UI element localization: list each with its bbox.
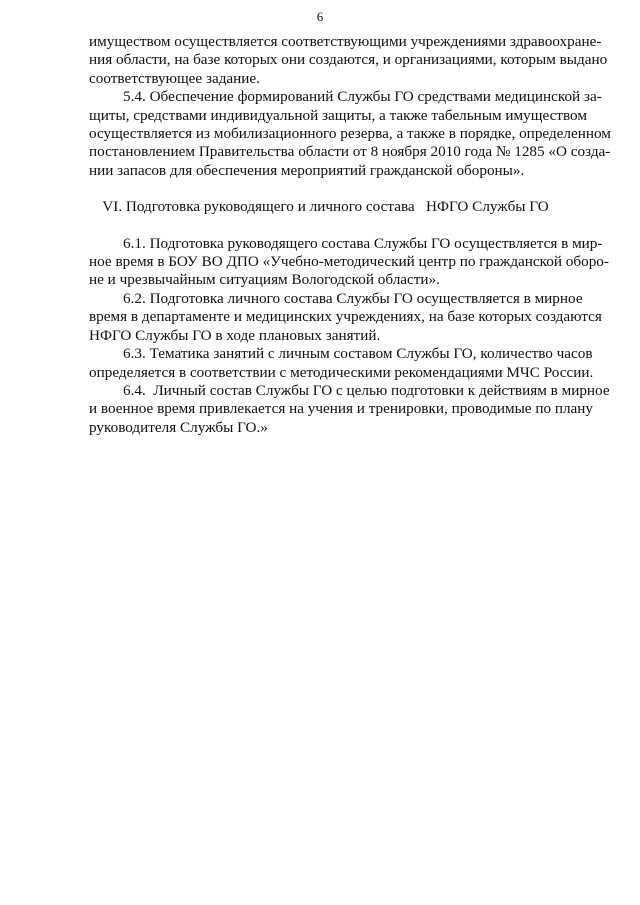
text-line: постановлением Правительства области от 8 ноября 2010 года № 1285 «О созда- — [89, 143, 611, 161]
text-line: 6.3. Тематика занятий с личным составом Службы ГО, количество часов — [123, 345, 593, 363]
text-line: 6.4. Личный состав Службы ГО с целью подготовки к действиям в мирное — [123, 381, 610, 399]
page-number: 6 — [316, 9, 324, 24]
text-line: определяется в соответствии с методическими рекомендациями МЧС России. — [89, 363, 594, 381]
text-line: и военное время привлекается на учения и тренировки, проводимые по плану — [89, 400, 594, 418]
paragraph-6-4 — [89, 381, 610, 437]
text-line: 6.1. Подготовка руководящего состава Службы ГО осуществляется в мир- — [123, 234, 603, 252]
text-line: осуществляется из мобилизационного резерва, а также в порядке, определенном — [89, 125, 611, 143]
paragraph-continued — [89, 33, 608, 88]
text-line: соответствующее задание. — [89, 69, 260, 87]
paragraph-6-3 — [89, 345, 594, 382]
paragraph-6-2 — [89, 289, 602, 345]
text-line: ное время в БОУ ВО ДПО «Учебно-методический центр по гражданской оборо- — [89, 253, 609, 271]
text-line: время в департаменте и медицинских учреждениях, на базе которых создаются — [89, 308, 602, 326]
text-line: 6.2. Подготовка личного состава Службы ГО осуществляется в мирное — [123, 289, 583, 307]
text-line: нии запасов для обеспечения мероприятий гражданской обороны». — [89, 161, 525, 179]
paragraph-5-4 — [89, 88, 611, 180]
paragraph-6-1 — [89, 234, 609, 290]
text-line: не и чрезвычайным ситуациям Вологодской области». — [89, 271, 440, 289]
text-line: ния области, на базе которых они создаются, и организациями, которым выдано — [89, 51, 608, 69]
text-line: имуществом осуществляется соответствующими учреждениями здравоохране- — [89, 33, 602, 50]
text-line: 5.4. Обеспечение формирований Службы ГО средствами медицинской за- — [123, 88, 602, 106]
section-title: VI. Подготовка руководящего и личного состава НФГО Службы ГО — [102, 198, 549, 216]
text-line: руководителя Службы ГО.» — [89, 418, 268, 436]
text-line: НФГО Службы ГО в ходе плановых занятий. — [89, 326, 381, 344]
document-body — [89, 33, 611, 437]
text-line: щиты, средствами индивидуальной защиты, а также табельным имуществом — [89, 106, 587, 124]
